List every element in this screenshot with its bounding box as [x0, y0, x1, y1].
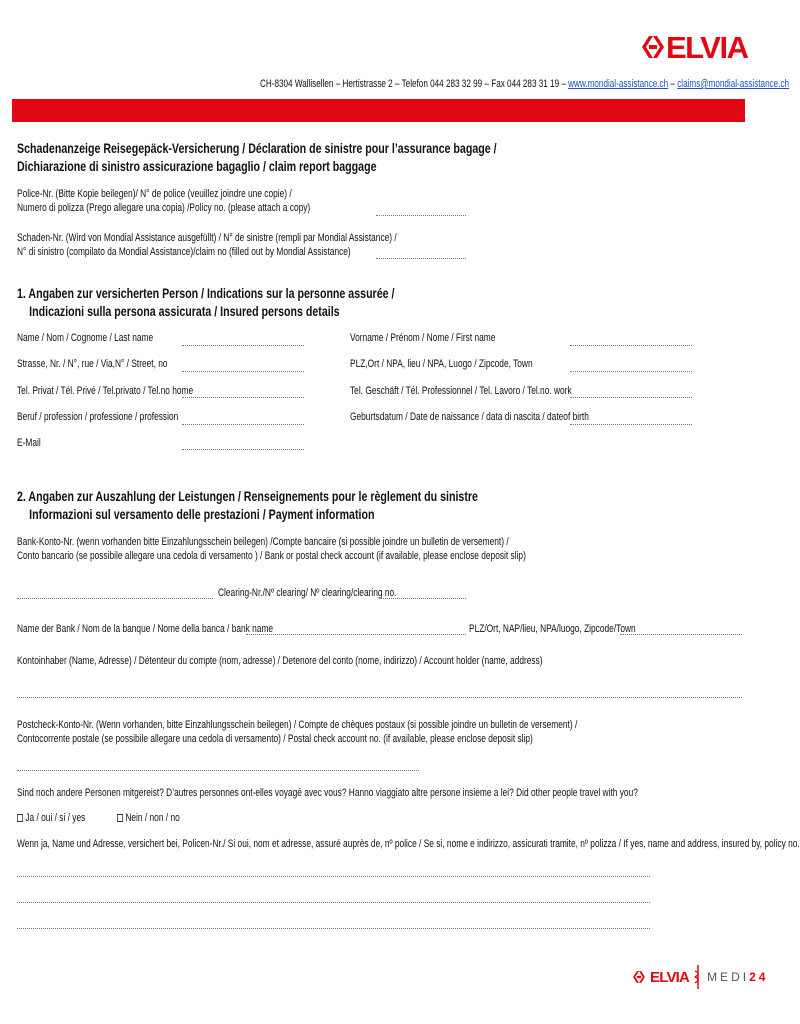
company-address [260, 78, 789, 90]
last-name-label: Name / Nom / Cognome / Last name [17, 332, 154, 344]
tel-work-label: Tel. Geschäft / Tél. Professionnel / Tel. Lavoro / Tel.no. work [350, 385, 572, 397]
policy-label-line1: Police-Nr. (Bitte Kopie beilegen)/ N° de police (veuillez joindre une copie) / [17, 188, 292, 200]
postal-account-label-line2: Contocorrente postale (se possibile allegare una cedola di versamento) / Postal check account no. (if available, please enclose deposit slip) [17, 733, 533, 745]
bank-account-label [17, 535, 526, 563]
street-label: Strasse, Nr. / N°, rue / Via,N° / Street, no [17, 358, 168, 370]
section2-heading [17, 487, 478, 523]
no-checkbox[interactable] [117, 814, 123, 822]
footer-logos [632, 963, 768, 991]
elvia-cross-icon [640, 34, 666, 60]
address-separator: – [668, 78, 678, 90]
last-name-field[interactable] [182, 345, 304, 346]
clearing-field[interactable] [380, 598, 466, 599]
section1-heading-line2: Indicazioni sulla persona assicurata / Insured persons details [29, 303, 340, 319]
if-yes-label: Wenn ja, Name und Adresse, versichert bei, Policen-Nr./ Si oui, nom et adresse, assuré auprès de, nº police / Se si, nome e indirizzo, assicurati tramite, nº polizza / If yes, name and address, insured by, policy no. [17, 838, 800, 850]
other-person-field-1[interactable] [17, 876, 650, 877]
bank-name-field[interactable] [246, 634, 466, 635]
claim-label [17, 231, 397, 259]
birthdate-label: Geburtsdatum / Date de naissance / data di nascita / dateof birth [350, 411, 589, 423]
postal-account-field[interactable] [17, 770, 419, 771]
policy-label-line2: Numero di polizza (Prego allegare una copia) /Policy no. (please attach a copy) [17, 202, 311, 214]
email-link[interactable]: claims@mondial-assistance.ch [677, 78, 790, 90]
section1-heading-line1: 1. Angaben zur versicherten Person / Indications sur la personne assurée / [17, 285, 395, 301]
tel-private-field[interactable] [182, 397, 304, 398]
caduceus-icon [693, 963, 703, 991]
yes-label: Ja / oui / si / yes [25, 812, 86, 824]
footer-elvia-wordmark: ELVIA [650, 968, 690, 986]
elvia-cross-icon [632, 970, 646, 984]
policy-number-field[interactable] [376, 215, 466, 216]
section2-heading-line1: 2. Angaben zur Auszahlung der Leistungen / Renseignements pour le règlement du sinistre [17, 488, 478, 504]
street-field[interactable] [182, 371, 304, 372]
yes-option[interactable] [17, 812, 85, 824]
section2-heading-line2: Informazioni sul versamento delle prestazioni / Payment information [29, 506, 375, 522]
first-name-label: Vorname / Prénom / Nome / First name [350, 332, 496, 344]
website-link[interactable]: www.mondial-assistance.ch [568, 78, 669, 90]
logo-wordmark: ELVIA [666, 29, 748, 65]
postal-account-label-line1: Postcheck-Konto-Nr. (Wenn vorhanden, bitte Einzahlungsschein beilegen) / Compte de chèques postaux (si possible joindre un bulletin de versement) / [17, 719, 578, 731]
email-label: E-Mail [17, 437, 41, 449]
account-holder-field[interactable] [17, 697, 742, 698]
section1-heading [17, 284, 394, 320]
others-question: Sind noch andere Personen mitgereist? D’autres personnes ont-elles voyagé avec vous? Hanno viaggiato altre persone insieme a lei? Did other people travel with you? [17, 787, 638, 799]
medi24-logo [707, 970, 768, 984]
profession-field[interactable] [182, 424, 304, 425]
tel-private-label: Tel. Privat / Tél. Privé / Tel.privato / Tel.no home [17, 385, 194, 397]
header-red-bar [12, 99, 745, 122]
tel-work-field[interactable] [570, 397, 692, 398]
medi-number: 24 [749, 970, 769, 984]
clearing-label: Clearing-Nr./Nº clearing/ Nº clearing/clearing no. [218, 587, 397, 599]
medi-text: MEDI [707, 970, 750, 984]
bank-account-label-line1: Bank-Konto-Nr. (wenn vorhanden bitte Einzahlungsschein beilegen) /Compte bancaire (si possible joindre un bulletin de versement) / [17, 536, 509, 548]
bank-name-label: Name der Bank / Nom de la banque / Nome della banca / bank name [17, 623, 274, 635]
form-title [17, 139, 497, 175]
bank-account-field[interactable] [17, 598, 213, 599]
form-title-line1: Schadenanzeige Reisegepäck-Versicherung / Déclaration de sinistre pour l’assurance bagage / [17, 140, 497, 156]
postal-account-label [17, 718, 577, 746]
claim-label-line2: N° di sinistro (compilato da Mondial Assistance)/claim no (filled out by Mondial Assistance) [17, 246, 351, 258]
elvia-logo [640, 30, 748, 64]
address-text: CH-8304 Wallisellen – Hertistrasse 2 – Telefon 044 283 32 99 – Fax 044 283 31 19 – [260, 78, 569, 90]
account-holder-label: Kontoinhaber (Name, Adresse) / Détenteur du compte (nom, adresse) / Detenore del conto (nome, indirizzo) / Account holder (name, address) [17, 655, 543, 667]
other-person-field-3[interactable] [17, 928, 650, 929]
yes-checkbox[interactable] [17, 814, 23, 822]
claim-label-line1: Schaden-Nr. (Wird von Mondial Assistance ausgefüllt) / N° de sinistre (rempli par Mondial Assistance) / [17, 232, 397, 244]
birthdate-field[interactable] [570, 424, 692, 425]
other-person-field-2[interactable] [17, 902, 650, 903]
bank-town-label: PLZ/Ort, NAP/lieu, NPA/luogo, Zipcode/Town [469, 623, 636, 635]
town-field[interactable] [570, 371, 692, 372]
bank-account-label-line2: Conto bancario (se possibile allegare una cedola di versamento ) / Bank or postal check account (if available, please enclose deposit slip) [17, 550, 526, 562]
town-label: PLZ,Ort / NPA, lieu / NPA, Luogo / Zipcode, Town [350, 358, 533, 370]
bank-town-field[interactable] [620, 634, 742, 635]
form-title-line2: Dichiarazione di sinistro assicurazione bagaglio / claim report baggage [17, 158, 377, 174]
policy-label [17, 187, 310, 215]
claim-number-field[interactable] [376, 258, 466, 259]
profession-label: Beruf / profession / professione / profession [17, 411, 179, 423]
no-label: Nein / non / no [125, 812, 180, 824]
no-option[interactable] [117, 812, 180, 824]
email-field[interactable] [182, 449, 304, 450]
first-name-field[interactable] [570, 345, 692, 346]
